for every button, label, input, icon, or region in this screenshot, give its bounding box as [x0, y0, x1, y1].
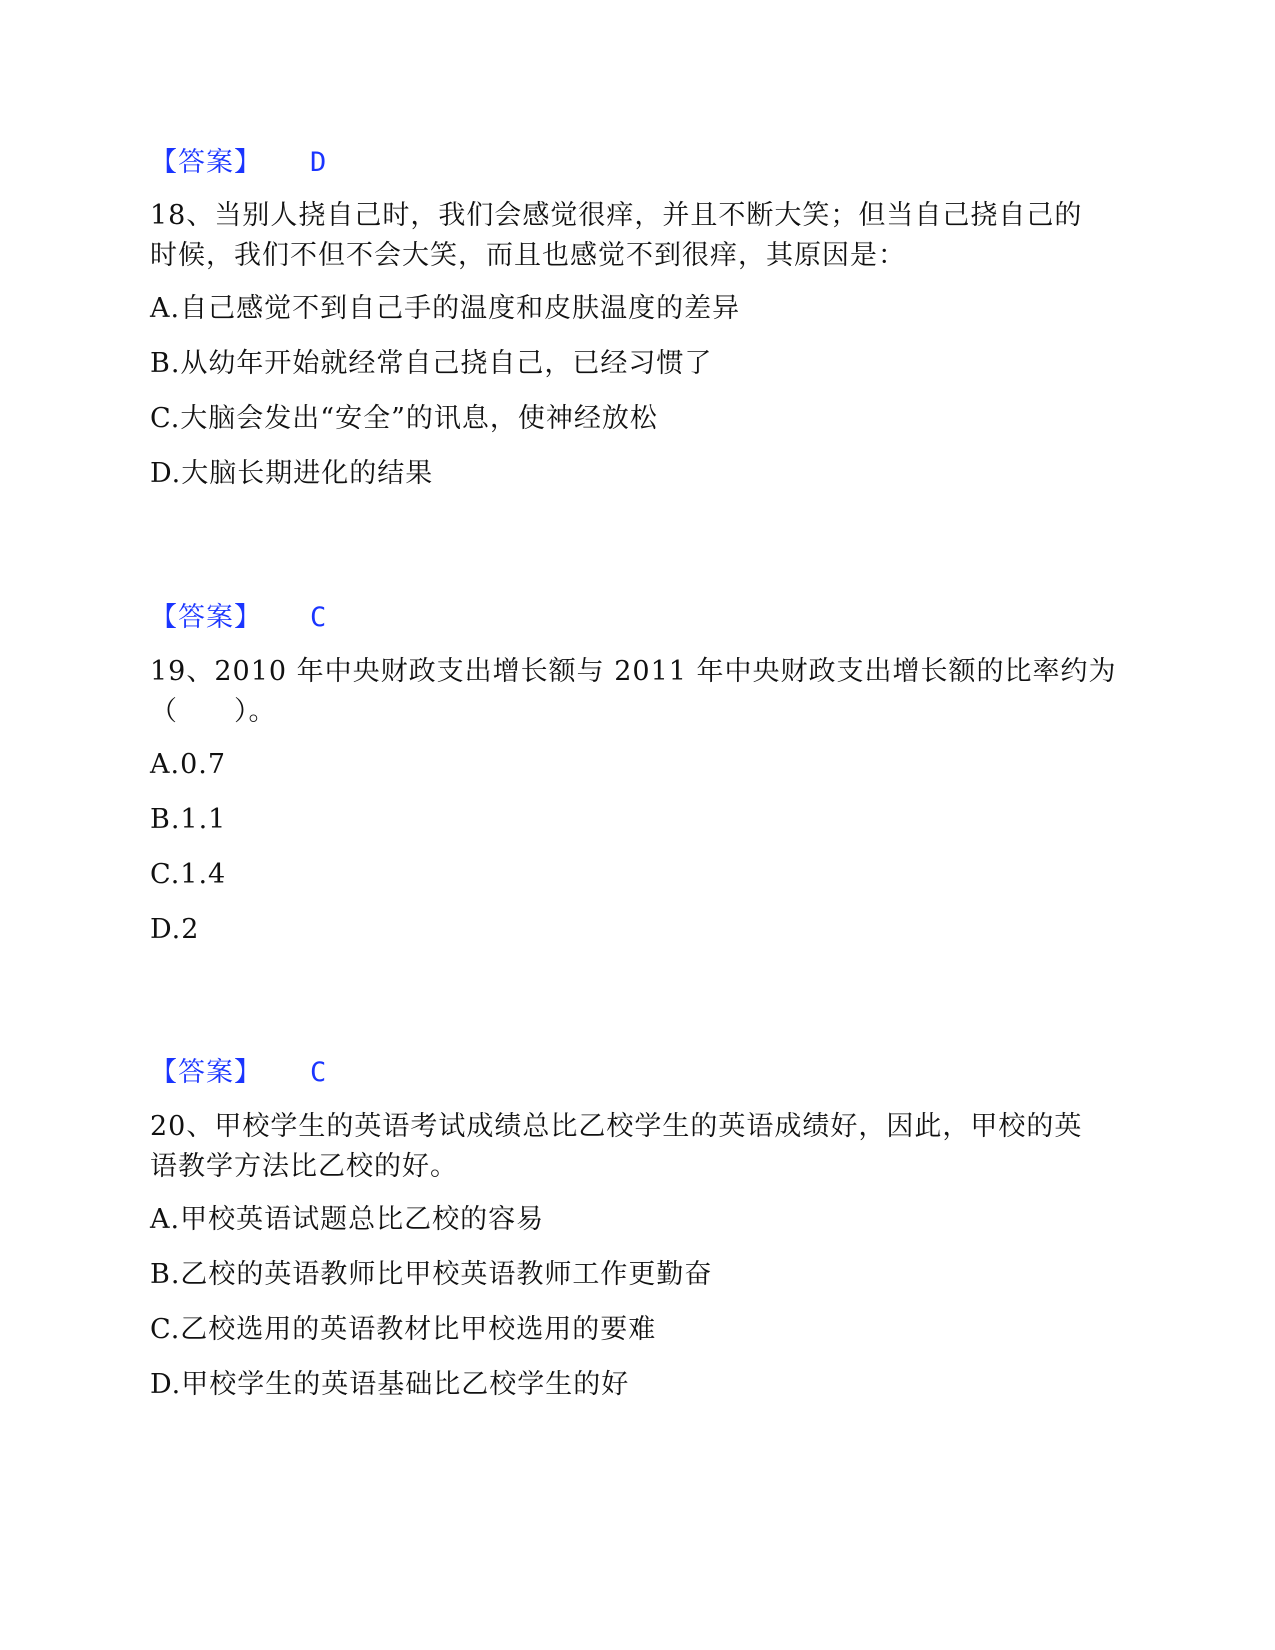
answer-line	[150, 145, 328, 181]
question-text: 语教学方法比乙校的好。	[150, 1151, 458, 1182]
question-text: 19、2010 年中央财政支出增长额与 2011 年中央财政支出增长额的比率约为	[150, 656, 1117, 687]
question-text: （ ）。	[150, 696, 277, 727]
option-b: B.乙校的英语教师比甲校英语教师工作更勤奋	[150, 1259, 713, 1290]
option-c: C.大脑会发出“安全”的讯息，使神经放松	[150, 403, 658, 434]
option-d: D.甲校学生的英语基础比乙校学生的好	[150, 1369, 630, 1400]
option-c: C.1.4	[150, 859, 227, 890]
question-text: 20、甲校学生的英语考试成绩总比乙校学生的英语成绩好，因此，甲校的英	[150, 1111, 1083, 1142]
option-b: B.从幼年开始就经常自己挠自己，已经习惯了	[150, 348, 713, 379]
answer-line	[150, 1055, 328, 1091]
option-c: C.乙校选用的英语教材比甲校选用的要难	[150, 1314, 657, 1345]
answer-value: C	[310, 1057, 328, 1088]
option-b: B.1.1	[150, 804, 227, 835]
option-a: A.自己感觉不到自己手的温度和皮肤温度的差异	[150, 293, 741, 324]
answer-line	[150, 600, 328, 636]
option-a: A.甲校英语试题总比乙校的容易	[150, 1204, 545, 1235]
answer-value: D	[310, 147, 328, 178]
option-d: D.大脑长期进化的结果	[150, 458, 434, 489]
answer-label: 【答案】	[150, 147, 262, 178]
answer-label: 【答案】	[150, 1057, 262, 1088]
answer-value: C	[310, 602, 328, 633]
option-d: D.2	[150, 914, 200, 945]
answer-label: 【答案】	[150, 602, 262, 633]
option-a: A.0.7	[150, 749, 227, 780]
question-text: 18、当别人挠自己时，我们会感觉很痒，并且不断大笑；但当自己挠自己的	[150, 200, 1083, 231]
question-text: 时候，我们不但不会大笑，而且也感觉不到很痒，其原因是：	[150, 240, 906, 271]
